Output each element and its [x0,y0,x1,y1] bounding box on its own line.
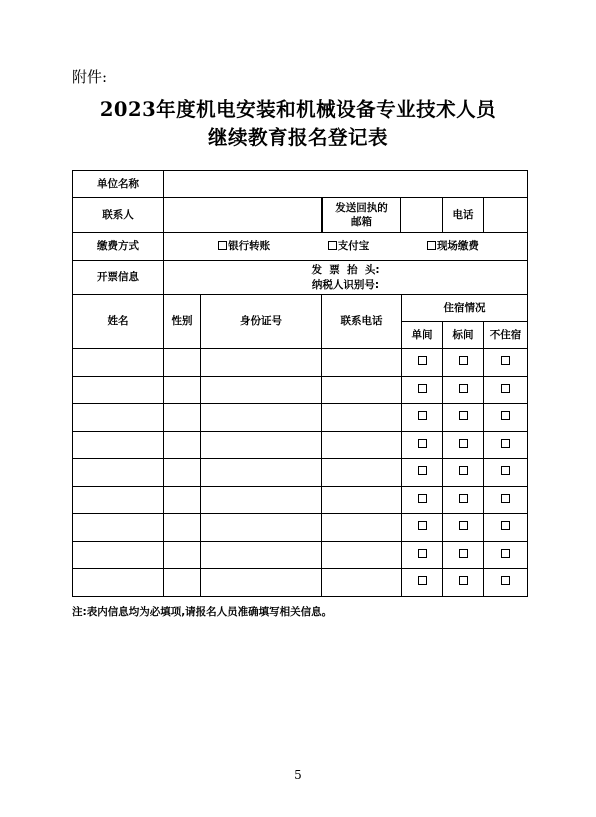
accommodation-single-room-cell [402,541,443,569]
registrant-phone-cell[interactable] [322,349,402,377]
taxpayer-id-label: 纳税人识别号: [311,278,380,291]
registrant-phone-cell[interactable] [322,541,402,569]
registrant-id-number-cell[interactable] [201,459,322,487]
contact-label: 联系人 [73,198,164,233]
registrant-row [73,349,528,377]
registrant-gender-cell[interactable] [164,486,201,514]
accommodation-no-accommodation-cell [484,514,528,542]
registrant-row [73,431,528,459]
unit-name-label: 单位名称 [73,171,164,198]
payment-option-bank-label: 银行转账 [228,240,271,253]
accommodation-no-accommodation-cell [484,349,528,377]
registrant-row [73,541,528,569]
checkbox-icon[interactable] [501,356,510,365]
accommodation-no-accommodation-cell [484,404,528,432]
accommodation-standard-room-cell [443,569,484,597]
registrant-name-cell[interactable] [73,541,164,569]
receipt-email-label-line2: 邮箱 [351,216,372,228]
registrant-id-number-cell[interactable] [201,431,322,459]
footnote: 注:表内信息均为必填项,请报名人员准确填写相关信息。 [72,606,333,618]
checkbox-icon[interactable] [418,521,427,530]
accommodation-standard-room-cell [443,404,484,432]
checkbox-icon[interactable] [418,356,427,365]
payment-option-alipay[interactable] [328,239,370,253]
checkbox-icon[interactable] [501,466,510,475]
checkbox-icon[interactable] [501,521,510,530]
checkbox-icon[interactable] [459,549,468,558]
payment-options [164,233,528,261]
payment-label: 缴费方式 [73,233,164,261]
checkbox-icon[interactable] [501,439,510,448]
registrant-name-cell[interactable] [73,486,164,514]
accommodation-no-accommodation-cell [484,459,528,487]
registrant-row [73,486,528,514]
checkbox-icon[interactable] [459,384,468,393]
registrant-id-number-cell[interactable] [201,514,322,542]
registrant-name-cell[interactable] [73,349,164,377]
checkbox-icon[interactable] [501,576,510,585]
checkbox-icon[interactable] [418,576,427,585]
registrant-phone-cell[interactable] [322,431,402,459]
registrant-id-number-cell[interactable] [201,404,322,432]
header-gender: 性别 [164,295,201,349]
registrant-row [73,459,528,487]
header-phone: 联系电话 [322,295,402,349]
accommodation-standard-room-cell [443,486,484,514]
registrant-row [73,404,528,432]
accommodation-no-accommodation-cell [484,569,528,597]
accommodation-single-room-cell [402,459,443,487]
checkbox-icon[interactable] [459,439,468,448]
checkbox-icon[interactable] [218,241,227,250]
accommodation-standard-room-cell [443,349,484,377]
attachment-label: 附件: [72,68,108,86]
registrant-id-number-cell[interactable] [201,376,322,404]
registrant-phone-cell[interactable] [322,404,402,432]
page-number: 5 [294,768,302,782]
checkbox-icon[interactable] [459,521,468,530]
accommodation-standard-room-cell [443,514,484,542]
form-title-line1: 2023年度机电安装和机械设备专业技术人员 [99,98,497,121]
checkbox-icon[interactable] [501,549,510,558]
receipt-email-field[interactable] [401,198,442,232]
unit-name-field[interactable] [164,171,528,198]
registrant-name-cell[interactable] [73,569,164,597]
invoice-title-label: 发 票 抬 头: [311,264,380,277]
payment-option-onsite[interactable] [427,239,479,253]
registrant-phone-cell[interactable] [322,514,402,542]
accommodation-no-accommodation-cell [484,376,528,404]
registrant-gender-cell[interactable] [164,569,201,597]
checkbox-icon[interactable] [427,241,436,250]
checkbox-icon[interactable] [418,411,427,420]
registrant-phone-cell[interactable] [322,459,402,487]
invoice-info-field[interactable] [164,261,528,295]
accommodation-standard-room-cell [443,459,484,487]
payment-option-alipay-label: 支付宝 [337,240,370,253]
registrant-id-number-cell[interactable] [201,349,322,377]
accommodation-single-room-cell [402,569,443,597]
checkbox-icon[interactable] [418,384,427,393]
checkbox-icon[interactable] [501,411,510,420]
header-accommodation: 住宿情况 [402,295,528,322]
checkbox-icon[interactable] [459,466,468,475]
checkbox-icon[interactable] [418,494,427,503]
registrant-gender-cell[interactable] [164,376,201,404]
registrant-name-cell[interactable] [73,431,164,459]
registrant-row [73,376,528,404]
checkbox-icon[interactable] [459,576,468,585]
registrant-row [73,514,528,542]
form-title-line2: 继续教育报名登记表 [207,126,388,149]
invoice-label: 开票信息 [73,261,164,295]
checkbox-icon[interactable] [459,411,468,420]
registrant-id-number-cell[interactable] [201,486,322,514]
registrant-id-number-cell[interactable] [201,569,322,597]
accommodation-no-accommodation-cell [484,486,528,514]
phone-label: 电话 [443,198,484,233]
registrant-gender-cell[interactable] [164,514,201,542]
accommodation-no-accommodation-cell [484,431,528,459]
contact-field[interactable] [164,198,322,233]
checkbox-icon[interactable] [328,241,337,250]
payment-option-bank[interactable] [218,239,270,253]
accommodation-single-room-cell [402,431,443,459]
accommodation-single-room-cell [402,486,443,514]
registrant-gender-cell[interactable] [164,541,201,569]
registrant-name-cell[interactable] [73,459,164,487]
registrant-gender-cell[interactable] [164,431,201,459]
header-no-accommodation: 不住宿 [484,322,528,349]
payment-option-onsite-label: 现场缴费 [436,240,479,253]
header-single-room: 单间 [402,322,443,349]
registrant-phone-cell[interactable] [322,569,402,597]
checkbox-icon[interactable] [418,549,427,558]
accommodation-no-accommodation-cell [484,541,528,569]
accommodation-standard-room-cell [443,376,484,404]
checkbox-icon[interactable] [501,494,510,503]
header-id-number: 身份证号 [201,295,322,349]
registrant-gender-cell[interactable] [164,404,201,432]
registrant-phone-cell[interactable] [322,376,402,404]
registration-form-table [72,170,528,597]
accommodation-standard-room-cell [443,431,484,459]
receipt-email-label-line1: 发送回执的 [335,201,388,214]
registrant-gender-cell[interactable] [164,459,201,487]
receipt-email-label [322,198,401,232]
accommodation-single-room-cell [402,349,443,377]
checkbox-icon[interactable] [459,494,468,503]
accommodation-single-room-cell [402,404,443,432]
checkbox-icon[interactable] [501,384,510,393]
registrant-name-cell[interactable] [73,514,164,542]
registrant-name-cell[interactable] [73,404,164,432]
accommodation-single-room-cell [402,376,443,404]
header-standard-room: 标间 [443,322,484,349]
registrant-name-cell[interactable] [73,376,164,404]
checkbox-icon[interactable] [418,466,427,475]
registrant-row [73,569,528,597]
registrant-gender-cell[interactable] [164,349,201,377]
checkbox-icon[interactable] [418,439,427,448]
email-cell [322,198,443,233]
registrant-id-number-cell[interactable] [201,541,322,569]
accommodation-single-room-cell [402,514,443,542]
phone-field[interactable] [484,198,528,233]
accommodation-standard-room-cell [443,541,484,569]
registrant-phone-cell[interactable] [322,486,402,514]
header-name: 姓名 [73,295,164,349]
checkbox-icon[interactable] [459,356,468,365]
